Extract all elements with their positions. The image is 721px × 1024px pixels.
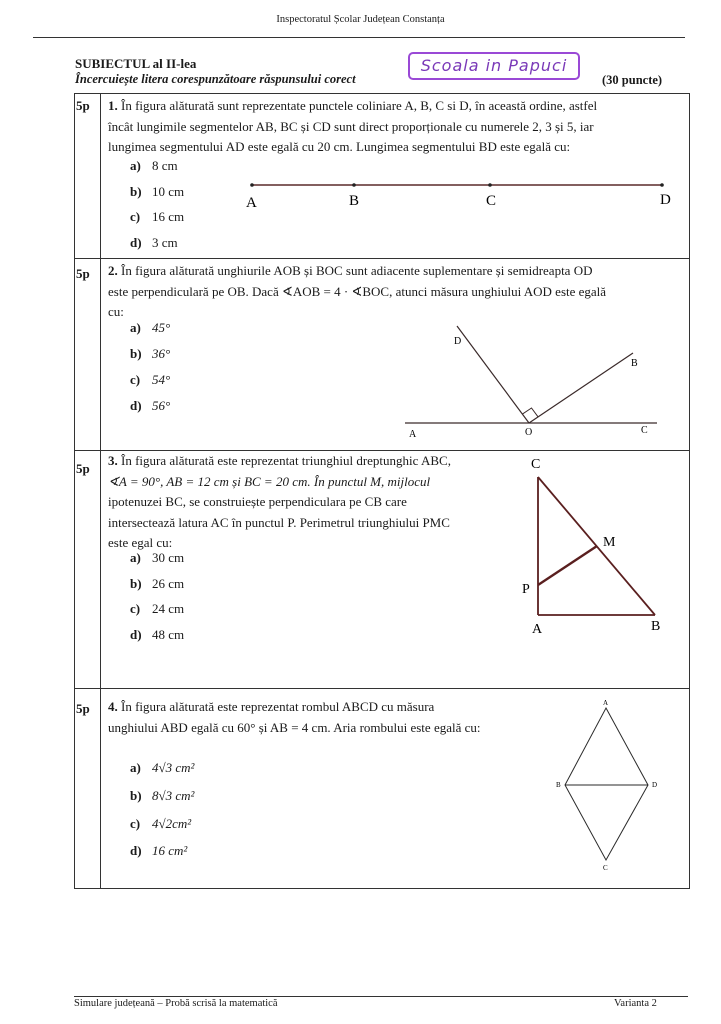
question-line: este egal cu: — [108, 535, 173, 550]
right-angle-mark — [522, 408, 538, 417]
option-text: 54° — [152, 372, 171, 387]
question-3-text — [108, 451, 508, 554]
segment-pm — [538, 546, 597, 585]
section-title: SUBIECTUL al II-lea — [75, 56, 197, 71]
question-points: 5p — [76, 266, 90, 281]
option-letter: b) — [130, 346, 142, 361]
question-line — [108, 96, 680, 117]
question-line: încât lungimile segmentelor AB, BC și CD sunt direct proporționale cu numerele 2, 3 și 5, iar — [108, 118, 594, 134]
question-points: 5p — [76, 701, 90, 716]
label-p: P — [522, 582, 530, 597]
option-letter: a) — [130, 320, 141, 335]
question-1-text — [108, 96, 680, 158]
option-d[interactable] — [130, 398, 170, 414]
total-points: (30 puncte) — [602, 73, 663, 87]
option-a[interactable] — [130, 550, 184, 566]
school-logo-stamp: Scoala in Papuci — [408, 52, 580, 80]
question-number: 3. — [108, 453, 118, 468]
label-a: A — [246, 195, 257, 211]
rhombus-figure — [550, 695, 670, 877]
points-column-divider — [100, 93, 101, 889]
option-letter: d) — [130, 843, 142, 858]
option-text: 16 cm² — [152, 843, 188, 858]
option-a[interactable] — [130, 158, 178, 174]
option-text: 56° — [152, 398, 171, 413]
option-b[interactable] — [130, 346, 170, 362]
option-text: 16 cm — [152, 209, 185, 224]
collinear-points-figure — [240, 175, 680, 215]
option-text: 3 cm — [152, 235, 178, 250]
question-line — [108, 451, 508, 472]
label-d: D — [454, 336, 462, 347]
question-line: este perpendiculară pe OB. Dacă ∢AOB = 4 · ∢BOC, atunci măsura unghiului AOD este egală — [108, 283, 607, 299]
point-b — [352, 183, 356, 187]
option-text: 48 cm — [152, 627, 185, 642]
question-line: cu: — [108, 304, 124, 319]
question-number: 2. — [108, 263, 118, 278]
footer-exam-name: Simulare județeană – Probă scrisă la matematică — [74, 998, 278, 1009]
question-line: intersectează latura AC în punctul P. Perimetrul triunghiului PMC — [108, 514, 450, 530]
question-line-text: În figura alăturată este reprezentat rombul ABCD cu măsura — [121, 699, 435, 714]
option-text: 4√3 cm² — [152, 760, 195, 775]
option-letter: b) — [130, 576, 142, 591]
label-m: M — [603, 535, 616, 550]
question-line-text: În figura alăturată unghiurile AOB și BOC sunt adiacente suplementare și semidreapta OD — [121, 263, 593, 278]
option-b[interactable] — [130, 184, 184, 200]
option-letter: b) — [130, 788, 142, 803]
point-c — [488, 183, 492, 187]
question-line: unghiului ABD egală cu 60° și AB = 4 cm. Aria rombului este egală cu: — [108, 719, 481, 735]
point-d — [660, 183, 664, 187]
row-divider — [74, 258, 690, 259]
option-text: 4√2cm² — [152, 816, 192, 831]
option-letter: c) — [130, 601, 141, 616]
option-letter: a) — [130, 158, 141, 173]
option-c[interactable] — [130, 601, 184, 617]
rhombus-abcd — [565, 708, 648, 860]
label-d: D — [652, 781, 658, 789]
label-d: D — [660, 192, 671, 208]
option-text: 30 cm — [152, 550, 185, 565]
option-a[interactable] — [130, 320, 170, 336]
label-b: B — [631, 358, 638, 369]
option-text: 24 cm — [152, 601, 185, 616]
option-letter: c) — [130, 209, 141, 224]
option-text: 10 cm — [152, 184, 185, 199]
label-a: A — [532, 622, 543, 637]
question-points: 5p — [76, 98, 90, 113]
question-2-text — [108, 261, 683, 323]
label-c: C — [641, 425, 648, 436]
question-line: ipotenuzei BC, se construiește perpendiculara pe CB care — [108, 494, 407, 509]
footer-variant: Varianta 2 — [614, 998, 657, 1009]
question-line: lungimea segmentului AD este egală cu 20 cm. Lungimea segmentului BD este egală cu: — [108, 139, 571, 154]
option-text: 36° — [152, 346, 171, 361]
question-line — [108, 261, 683, 282]
option-a[interactable] — [130, 760, 194, 776]
option-text: 45° — [152, 320, 171, 335]
option-c[interactable] — [130, 372, 170, 388]
header-divider — [33, 37, 685, 38]
label-o: O — [525, 427, 533, 438]
option-c[interactable] — [130, 209, 184, 225]
footer-divider — [74, 996, 688, 997]
label-a: A — [603, 699, 609, 707]
question-4-text — [108, 697, 548, 738]
section-instruction: Încercuiește litera corespunzătoare răspunsului corect — [75, 72, 356, 86]
option-letter: c) — [130, 372, 141, 387]
question-line-text: În figura alăturată sunt reprezentate punctele coliniare A, B, C si D, în această ordine, astfel — [121, 98, 598, 113]
option-d[interactable] — [130, 235, 178, 251]
question-line-text: În figura alăturată este reprezentat triunghiul dreptunghic ABC, — [121, 453, 451, 468]
option-letter: b) — [130, 184, 142, 199]
option-text: 8√3 cm² — [152, 788, 195, 803]
ray-od — [457, 326, 529, 423]
question-points: 5p — [76, 461, 90, 476]
option-c[interactable] — [130, 816, 191, 832]
label-b: B — [651, 619, 661, 634]
label-b: B — [349, 193, 360, 209]
option-letter: a) — [130, 760, 141, 775]
option-b[interactable] — [130, 788, 194, 804]
label-c: C — [531, 457, 541, 472]
option-letter: c) — [130, 816, 141, 831]
ray-ob — [529, 353, 633, 423]
option-letter: d) — [130, 627, 142, 642]
label-c: C — [486, 193, 497, 209]
option-text: 8 cm — [152, 158, 178, 173]
row-divider — [74, 688, 690, 689]
option-d[interactable] — [130, 843, 187, 859]
label-c: C — [603, 864, 608, 872]
inspectorate-header: Inspectoratul Școlar Județean Constanța — [276, 14, 445, 25]
option-text: 26 cm — [152, 576, 185, 591]
question-line: ∢A = 90°, AB = 12 cm și BC = 20 cm. În punctul M, mijlocul — [108, 473, 431, 489]
adjacent-angles-figure — [395, 318, 670, 443]
option-letter: d) — [130, 398, 142, 413]
option-d[interactable] — [130, 627, 184, 643]
question-number: 4. — [108, 699, 118, 714]
point-a — [250, 183, 254, 187]
right-triangle-figure — [515, 452, 685, 640]
question-number: 1. — [108, 98, 118, 113]
option-letter: a) — [130, 550, 141, 565]
option-letter: d) — [130, 235, 142, 250]
label-a: A — [409, 429, 417, 440]
label-b: B — [556, 781, 561, 789]
option-b[interactable] — [130, 576, 184, 592]
question-line — [108, 697, 548, 718]
